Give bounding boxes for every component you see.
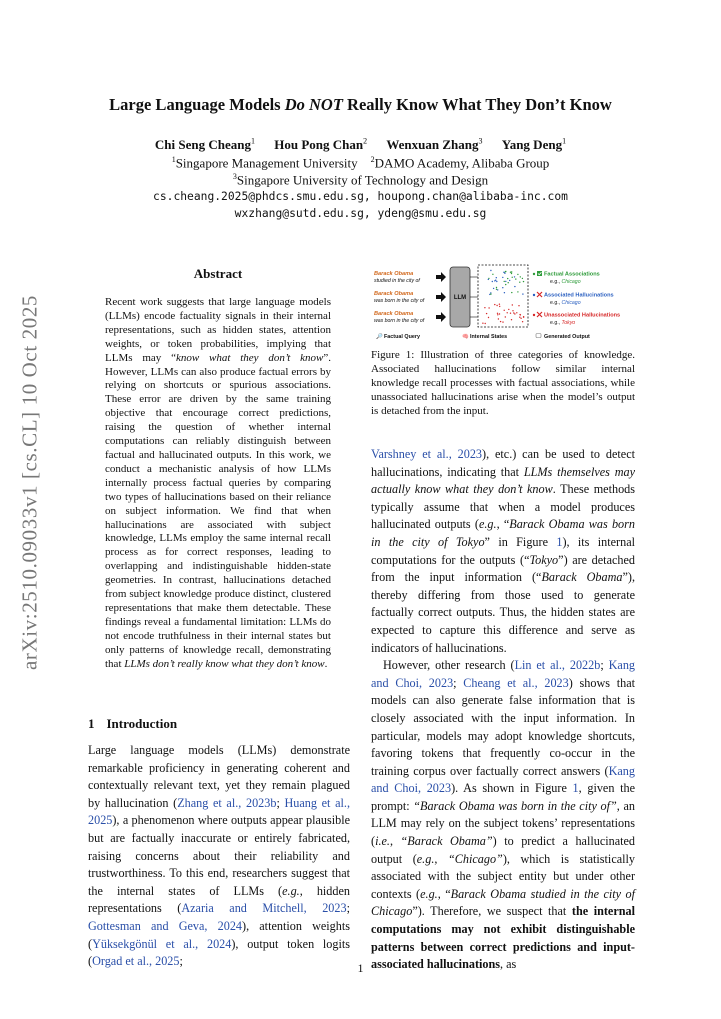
hidden-state-point xyxy=(497,313,498,314)
arxiv-identifier: arXiv:2510.09033v1 [cs.CL] 10 Oct 2025 xyxy=(17,294,42,671)
hidden-state-point xyxy=(519,282,520,283)
hidden-state-point xyxy=(496,281,497,282)
hidden-state-point xyxy=(493,288,494,289)
hidden-state-point xyxy=(522,321,523,322)
internal-states-box xyxy=(478,265,528,327)
hidden-state-point xyxy=(515,278,516,279)
citation-link[interactable]: Huang et al., 2025 xyxy=(88,795,350,828)
hidden-state-point xyxy=(485,323,486,324)
hidden-state-point xyxy=(520,276,521,277)
query-subject: Barack Obama xyxy=(374,291,414,297)
check-icon xyxy=(537,271,542,276)
legend-icon: 🧠 xyxy=(462,334,469,340)
hidden-state-point xyxy=(492,281,493,282)
output-label: Factual Associations xyxy=(544,271,600,278)
email-line: wxzhang@sutd.edu.sg, ydeng@smu.edu.sg xyxy=(234,207,487,220)
arrow-icon xyxy=(436,272,446,282)
hidden-state-point xyxy=(505,316,506,317)
legend-label: Internal States xyxy=(470,334,508,340)
citation-link[interactable]: Varshney et al., 2023 xyxy=(371,447,483,461)
author: Hou Pong Chan$^2$ xyxy=(274,137,368,153)
hidden-state-point xyxy=(509,280,510,281)
hidden-state-point xyxy=(508,309,509,310)
hidden-state-point xyxy=(499,304,500,305)
hidden-state-points xyxy=(482,270,524,324)
hidden-state-point xyxy=(499,313,500,314)
hidden-state-point xyxy=(514,313,515,314)
legend-icon: 🔎 xyxy=(376,334,383,340)
hidden-state-point xyxy=(512,277,513,278)
legend-label: Factual Query xyxy=(384,334,420,340)
hidden-state-point xyxy=(484,307,485,308)
affiliation-line: $^3$Singapore University of Technology and Design xyxy=(232,172,489,188)
hidden-state-point xyxy=(520,314,521,315)
hidden-state-point xyxy=(500,321,501,322)
output-label: Unassociated Hallucinations xyxy=(544,312,621,319)
hidden-state-point xyxy=(490,270,491,271)
hidden-state-point xyxy=(496,305,497,306)
author-list xyxy=(0,137,721,153)
citation-link[interactable]: Cheang et al., 2023 xyxy=(463,675,569,690)
output-example: e.g., Chicago xyxy=(550,279,581,285)
hidden-state-point xyxy=(504,310,505,311)
cross-icon xyxy=(537,312,542,317)
hidden-state-point xyxy=(517,274,518,275)
paragraph: Varshney et al., 2023), etc.) can be used to detect hallucinations, indicating that LLMs themselves may actually know what they don’t know. These methods typically assume that when a model produces hallucinated outputs (e.g., “Barack Obama was born in the city of Tokyo” in Figure 1), its internal computations for the outputs (“Tokyo”) are detached from the input information (“Barack Obama”), thereby differing from those used to generate factually correct outputs. Thus, the hidden states are expected to capture this difference and serve as indicators of hallucinations. xyxy=(371,447,635,655)
hidden-state-point xyxy=(507,278,508,279)
hidden-state-point xyxy=(523,281,524,282)
title-part: Really Know What They Don’t Know xyxy=(342,95,612,114)
query-text: was born in the city of xyxy=(374,318,425,324)
hidden-state-point xyxy=(517,291,518,292)
query-text: studied in the city of xyxy=(374,278,420,284)
hidden-state-point xyxy=(502,277,503,278)
hidden-state-point xyxy=(514,276,515,277)
citation-link[interactable]: Kang and Choi, 2023 xyxy=(371,763,635,796)
hidden-state-point xyxy=(497,289,498,290)
hidden-state-point xyxy=(502,321,503,322)
hidden-state-point xyxy=(503,272,504,273)
hidden-state-point xyxy=(512,304,513,305)
email-line: cs.cheang.2025@phdcs.smu.edu.sg, houpong.chan@alibaba-inc.com xyxy=(153,190,568,203)
legend-label: Generated Output xyxy=(544,334,590,340)
hidden-state-point xyxy=(505,284,506,285)
hidden-state-point xyxy=(486,313,487,314)
hidden-state-point xyxy=(505,281,506,282)
hidden-state-point xyxy=(514,286,515,287)
hidden-state-point xyxy=(490,293,491,294)
hidden-state-point xyxy=(482,323,483,324)
hidden-state-point xyxy=(495,280,496,281)
output-label: Associated Hallucinations xyxy=(544,292,614,299)
hidden-state-point xyxy=(494,304,495,305)
title-part: Large Language Models xyxy=(109,95,285,114)
hidden-state-point xyxy=(510,313,511,314)
hidden-state-point xyxy=(502,287,503,288)
abstract-text: Recent work suggests that large language models (LLMs) encode factuality signals in their internal representations, such as hidden states, attention weights, or token probabilities, implying that LLMs may “know what they don’t know”. However, LLMs can also produce factual errors by relying on shortcuts or spurious associations. These error are driven by the same training objective that encourage correct predictions, raising the question of whether internal computations can reliably distinguish between factual and hallucinated outputs. In this work, we conduct a mechanistic analysis of how LLMs internally process factual queries by comparing two types of hallucinations based on their reliance on subject information. We find that when hallucinations are associated with subject knowledge, LLMs employ the same internal recall process as for correct responses, leading to overlapping and indistinguishable hidden-state geometries. In contrast, hallucinations detached from subject knowledge produce distinct, clustered representations that make them detectable. These findings reveal a fundamental limitation: LLMs do not encode truthfulness in their internal states but only patterns of knowledge recall, demonstrating that LLMs don’t really know what they don’t know. xyxy=(105,296,331,670)
hidden-state-point xyxy=(490,292,491,293)
output-example: e.g., Chicago xyxy=(550,300,581,306)
abstract-heading: Abstract xyxy=(193,266,243,281)
hidden-state-point xyxy=(513,312,514,313)
hidden-state-point xyxy=(496,289,497,290)
hidden-state-point xyxy=(523,317,524,318)
hidden-state-point xyxy=(510,272,511,273)
hidden-state-point xyxy=(522,278,523,279)
hidden-state-point xyxy=(511,273,512,274)
citation-link[interactable]: Kang and Choi, 2023 xyxy=(371,658,636,690)
hidden-state-point xyxy=(504,281,505,282)
hidden-state-point xyxy=(488,317,489,318)
hidden-state-point xyxy=(488,307,489,308)
hidden-state-point xyxy=(520,318,521,319)
hidden-state-point xyxy=(504,273,505,274)
paragraph: However, other research (Lin et al., 2022b; Kang and Choi, 2023; Cheang et al., 2023) shows that models can also generate false information that is closely associated with the input information. In particular, models may adopt knowledge shortcuts, favoring tokens that frequently co-occur in the training corpus over factually correct answers (Kang and Choi, 2023). As shown in Figure 1, given the prompt: “Barack Obama was born in the city of”, an LLM may rely on the subject tokens’ representations (i.e., “Barack Obama”) to predict a hallucinated output (e.g., “Chicago”), which is statistically associated with the subject entity but under other contexts (e.g., “Barack Obama studied in the city of Chicago”). Therefore, we suspect that the internal computations may not exhibit distinguishable patterns between correct predictions and input-associated hallucinations, as xyxy=(371,658,636,972)
cross-icon xyxy=(537,292,542,297)
hidden-state-point xyxy=(511,271,512,272)
hidden-state-point xyxy=(508,282,509,283)
speech-bubble-icon xyxy=(536,334,541,338)
affiliation-line: $^1$Singapore Management University $^2$DAMO Academy, Alibaba Group xyxy=(171,155,550,171)
hidden-state-point xyxy=(496,287,497,288)
citation-link[interactable]: Lin et al., 2022b xyxy=(514,658,601,673)
hidden-state-point xyxy=(519,317,520,318)
author: Chi Seng Cheang$^1$ xyxy=(154,137,255,153)
output-example: e.g., Tokyo xyxy=(550,320,576,326)
query-text: was born in the city of xyxy=(374,298,425,304)
paper-title xyxy=(0,95,721,115)
llm-label: LLM xyxy=(453,295,467,301)
hidden-state-point xyxy=(504,292,505,293)
citation-link[interactable]: Yüksekgönül et al., 2024 xyxy=(92,936,232,951)
author: Yang Deng$^1$ xyxy=(501,137,567,153)
hidden-state-point xyxy=(511,292,512,293)
figure-caption: Figure 1: Illustration of three categories of knowledge. Associated hallucinations follow similar internal knowledge recall processes with factual associations, while unassociated hallucinations arise when the model’s output is detached from the input. xyxy=(371,349,635,417)
author: Wenxuan Zhang$^3$ xyxy=(386,137,483,153)
query-subject: Barack Obama xyxy=(374,271,414,277)
hidden-state-point xyxy=(507,312,508,313)
arrow-icon xyxy=(436,292,446,302)
section-heading: 1 Introduction xyxy=(88,716,178,731)
figure-link[interactable]: 1 xyxy=(556,534,563,549)
hidden-state-point xyxy=(522,293,523,294)
figure-link[interactable]: 1 xyxy=(572,781,579,796)
citation-link[interactable]: Azaria and Mitchell, 2023 xyxy=(181,901,347,916)
intro-continued xyxy=(371,446,635,974)
intro-paragraph: Large language models (LLMs) demonstrate remarkable proficiency in generating coherent and contextually relevant text, yet they remain plagued by hallucination (Zhang et al., 2023b; Huang et al., 2025), a phenomenon where outputs appear plausible but are factually inaccurate or entirely fabricated, raising concerns about their reliability and trustworthiness. To this end, researchers suggest that the internal states of LLMs (e.g., hidden representations (Azaria and Mitchell, 2023; Gottesman and Geva, 2024), attention weights (Yüksekgönül et al., 2024), output token logits (Orgad et al., 2025; xyxy=(88,743,351,969)
hidden-state-point xyxy=(496,277,497,278)
citation-link[interactable]: Orgad et al., 2025 xyxy=(92,954,180,969)
figure-1-diagram xyxy=(370,262,640,342)
citation-link[interactable]: Gottesman and Geva, 2024 xyxy=(88,918,243,933)
citation-link[interactable]: Zhang et al., 2023b xyxy=(177,795,277,810)
hidden-state-point xyxy=(492,274,493,275)
arrow-icon xyxy=(436,312,446,322)
hidden-state-point xyxy=(497,314,498,315)
hidden-state-point xyxy=(488,279,489,280)
hidden-state-point xyxy=(516,312,517,313)
hidden-state-point xyxy=(511,319,512,320)
hidden-state-point xyxy=(498,318,499,319)
page-number: 1 xyxy=(357,961,364,975)
query-subject: Barack Obama xyxy=(374,311,414,317)
title-emphasis: Do NOT xyxy=(284,95,343,114)
hidden-state-point xyxy=(499,306,500,307)
hidden-state-point xyxy=(518,305,519,306)
hidden-state-point xyxy=(505,271,506,272)
hidden-state-point xyxy=(512,310,513,311)
